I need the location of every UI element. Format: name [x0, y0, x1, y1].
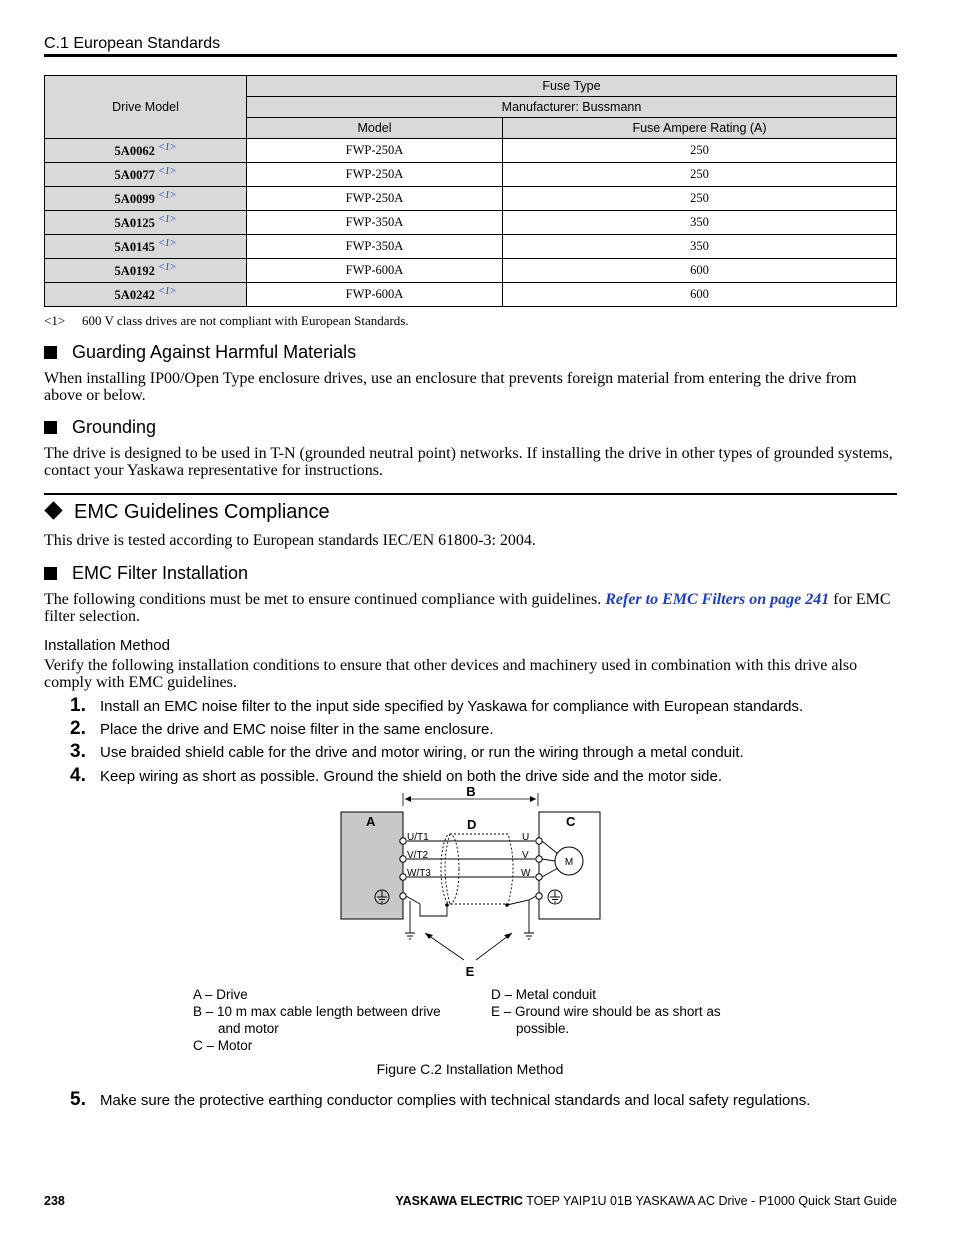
- fuse-model-cell: FWP-250A: [247, 163, 503, 187]
- drive-model-cell: 5A0062: [114, 144, 155, 159]
- fuse-rating-cell: 250: [503, 187, 897, 211]
- step-number: 2.: [70, 718, 86, 739]
- table-row: [45, 259, 897, 283]
- note-link[interactable]: <1>: [157, 213, 177, 225]
- step-number: 3.: [70, 741, 86, 762]
- terminal-u: U: [522, 832, 530, 843]
- drive-model-cell: 5A0099: [114, 192, 155, 207]
- table-row: [45, 163, 897, 187]
- emc-filters-link[interactable]: Refer to EMC Filters on page 241: [605, 591, 830, 608]
- table-row: [45, 235, 897, 259]
- figure-legend-left: [193, 986, 473, 1054]
- step-number: 1.: [70, 695, 86, 716]
- model-header: Model: [247, 118, 503, 139]
- grounding-heading: [44, 417, 156, 438]
- shield-wire: [420, 904, 447, 916]
- fuse-model-cell: FWP-600A: [247, 259, 503, 283]
- footnote-text: 600 V class drives are not compliant with European Standards.: [82, 313, 409, 328]
- step-text: Place the drive and EMC noise filter in the same enclosure.: [100, 721, 494, 738]
- header-rule: [44, 54, 897, 57]
- label-a: A: [366, 814, 376, 829]
- emc-filter-text: [44, 591, 897, 625]
- fuse-rating-cell: 250: [503, 139, 897, 163]
- fuse-model-cell: FWP-600A: [247, 283, 503, 307]
- fuse-rating-cell: 250: [503, 163, 897, 187]
- drive-model-cell: 5A0145: [114, 240, 155, 255]
- step-text: Install an EMC noise filter to the input side specified by Yaskawa for compliance with European standards.: [100, 698, 804, 715]
- fuse-model-cell: FWP-250A: [247, 139, 503, 163]
- step-item: [70, 695, 803, 717]
- step-item: [70, 741, 744, 763]
- metal-conduit: [445, 834, 513, 904]
- terminal-icon: [536, 893, 542, 899]
- note-link[interactable]: <1>: [157, 261, 177, 273]
- fuse-model-cell: FWP-350A: [247, 211, 503, 235]
- footer-doc: TOEP YAIP1U 01B YASKAWA AC Drive - P1000 Quick Start Guide: [522, 1194, 897, 1208]
- terminal-icon: [400, 838, 406, 844]
- fuse-rating-cell: 350: [503, 235, 897, 259]
- fuse-rating-cell: 600: [503, 259, 897, 283]
- legend-item-continued: and motor: [218, 1021, 279, 1036]
- figure-legend-right: [491, 986, 751, 1037]
- terminal-u-t1: U/T1: [407, 832, 429, 843]
- footer-brand: YASKAWA ELECTRIC: [395, 1194, 523, 1208]
- grounding-text: The drive is designed to be used in T-N (grounded neutral point) networks. If installing the drive in other types of grounded systems, contact your Yaskawa representative for instructions.: [44, 445, 893, 479]
- note-link[interactable]: <1>: [157, 141, 177, 153]
- terminal-icon: [400, 874, 406, 880]
- legend-item-continued: possible.: [516, 1021, 570, 1036]
- label-c: C: [566, 814, 576, 829]
- installation-method-heading: Installation Method: [44, 637, 170, 654]
- drive-model-cell: 5A0192: [114, 264, 155, 279]
- note-link[interactable]: <1>: [157, 285, 177, 297]
- guarding-heading-text: Guarding Against Harmful Materials: [72, 342, 357, 362]
- junction-dot: [445, 903, 449, 907]
- junction-dot: [505, 903, 509, 907]
- note-link[interactable]: <1>: [157, 189, 177, 201]
- terminal-w-t3: W/T3: [407, 868, 431, 879]
- note-link[interactable]: <1>: [157, 165, 177, 177]
- emc-filter-heading-text: EMC Filter Installation: [72, 563, 249, 583]
- terminal-icon: [536, 874, 542, 880]
- emc-filter-heading: [44, 563, 248, 584]
- emc-section-rule: [44, 493, 897, 495]
- emc-heading-text: EMC Guidelines Compliance: [74, 501, 330, 523]
- drive-model-cell: 5A0077: [114, 168, 155, 183]
- label-e: E: [465, 964, 475, 979]
- arrow-right-icon: [530, 796, 536, 802]
- guarding-text: When installing IP00/Open Type enclosure drives, use an enclosure that prevents foreign material from entering the drive from above or below.: [44, 370, 857, 404]
- drive-model-cell: 5A0242: [114, 288, 155, 303]
- manufacturer-header: Manufacturer: Bussmann: [247, 97, 897, 118]
- shield-wire: [507, 896, 536, 905]
- table-row: [45, 187, 897, 211]
- step-number: 4.: [70, 765, 86, 786]
- terminal-v-t2: V/T2: [407, 850, 429, 861]
- square-bullet-icon: [44, 421, 57, 434]
- fuse-rating-cell: 600: [503, 283, 897, 307]
- installation-diagram: [330, 780, 620, 980]
- section-title: C.1 European Standards: [44, 35, 221, 52]
- emc-filter-text-before: The following conditions must be met to ensure continued compliance with guidelines.: [44, 591, 606, 608]
- terminal-w: W: [521, 868, 531, 879]
- ground-symbol-icon: [548, 890, 562, 904]
- square-bullet-icon: [44, 346, 57, 359]
- emc-heading: [44, 501, 330, 524]
- table-footnote: [44, 313, 409, 329]
- arrow-left-icon: [405, 796, 411, 802]
- footer-text: [395, 1194, 897, 1208]
- installation-method-text: Verify the following installation conditions to ensure that other devices and machinery used in combination with this drive also comply with EMC guidelines.: [44, 657, 858, 691]
- terminal-icon: [536, 856, 542, 862]
- ground-symbol-icon: [375, 890, 389, 904]
- grounding-heading-text: Grounding: [72, 417, 157, 437]
- fuse-type-header: Fuse Type: [247, 76, 897, 97]
- label-d: D: [467, 817, 477, 832]
- legend-item: A – Drive: [193, 987, 248, 1002]
- step-number: 5.: [70, 1089, 86, 1110]
- page-number: 238: [44, 1194, 65, 1208]
- shield-wire: [406, 896, 420, 904]
- square-bullet-icon: [44, 567, 57, 580]
- rating-header: Fuse Ampere Rating (A): [503, 118, 897, 139]
- legend-item: B – 10 m max cable length between drive: [193, 1004, 441, 1019]
- motor-label: M: [564, 857, 574, 868]
- table-row: [45, 139, 897, 163]
- legend-item: D – Metal conduit: [491, 987, 597, 1002]
- emc-filter-text-after: for EMC filter selection.: [44, 591, 891, 625]
- terminal-icon: [536, 838, 542, 844]
- legend-item: E – Ground wire should be as short as: [491, 1004, 721, 1019]
- fuse-model-cell: FWP-350A: [247, 235, 503, 259]
- guarding-heading: [44, 342, 356, 363]
- note-link[interactable]: <1>: [157, 237, 177, 249]
- conduit-end: [441, 834, 459, 904]
- legend-item: C – Motor: [193, 1038, 253, 1053]
- label-b: B: [466, 784, 476, 799]
- fuse-rating-cell: 350: [503, 211, 897, 235]
- footnote-mark: <1>: [44, 313, 66, 328]
- terminal-icon: [400, 893, 406, 899]
- fuse-table: [44, 75, 897, 307]
- step-text: Keep wiring as short as possible. Ground the shield on both the drive side and the motor side.: [100, 768, 723, 785]
- terminal-icon: [400, 856, 406, 862]
- drive-model-cell: 5A0125: [114, 216, 155, 231]
- fuse-model-cell: FWP-250A: [247, 187, 503, 211]
- diamond-bullet-icon: [44, 501, 62, 519]
- step-item: [70, 718, 494, 740]
- step-item: [70, 1089, 810, 1111]
- step-text: Make sure the protective earthing conductor complies with technical standards and local safety regulations.: [100, 1092, 811, 1109]
- table-row: [45, 211, 897, 235]
- drive-model-header: Drive Model: [45, 76, 247, 139]
- terminal-v: V: [522, 850, 529, 861]
- emc-text: This drive is tested according to European standards IEC/EN 61800-3: 2004.: [44, 532, 536, 549]
- table-row: [45, 283, 897, 307]
- figure-caption: Figure C.2 Installation Method: [376, 1061, 564, 1077]
- step-text: Use braided shield cable for the drive and motor wiring, or run the wiring through a metal conduit.: [100, 744, 744, 761]
